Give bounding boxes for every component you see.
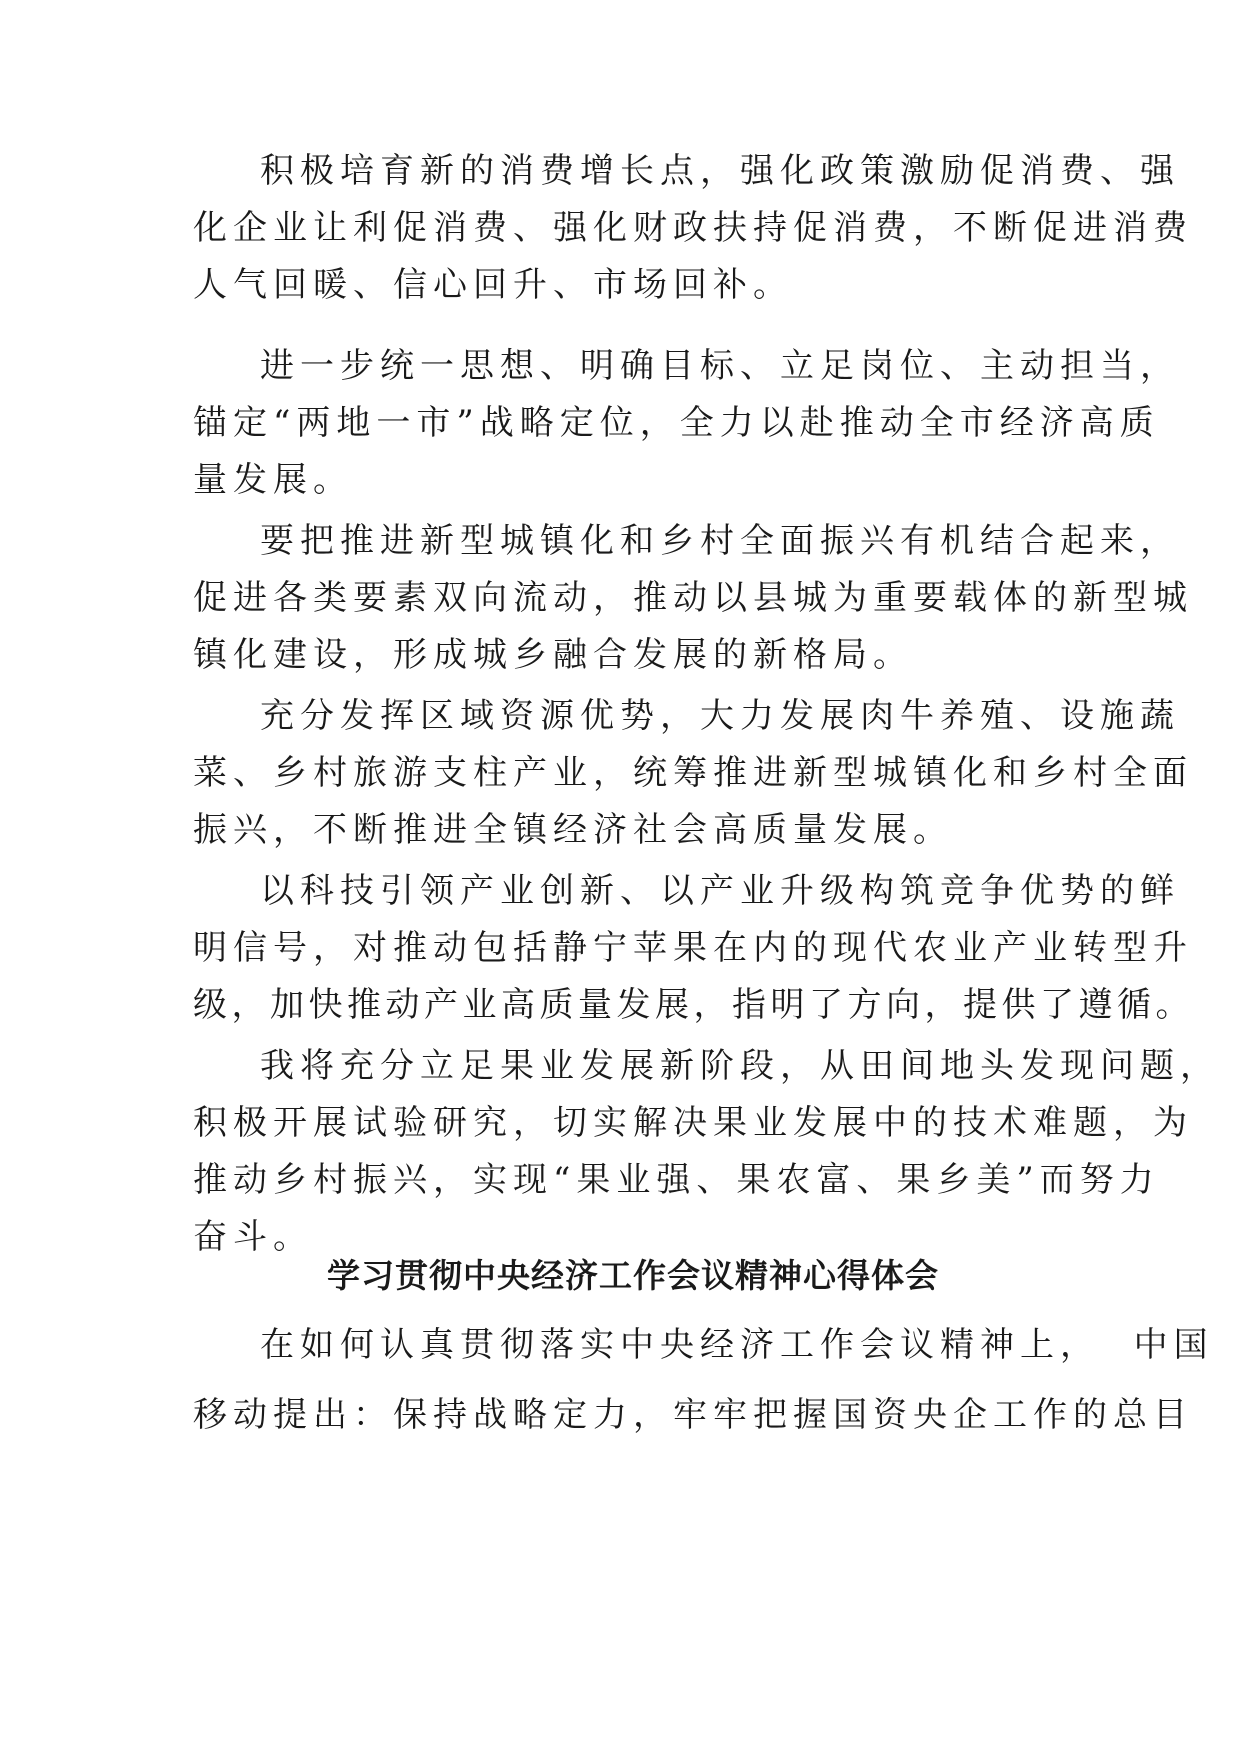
paragraph-line: 量发展。 [193, 460, 353, 500]
paragraph-line: 促进各类要素双向流动，推动以县城为重要载体的新型城 [193, 578, 1193, 618]
paragraph-5 [193, 863, 1194, 1033]
section-heading: 学习贯彻中央经济工作会议精神心得体会 [327, 1256, 939, 1295]
paragraph-line: 充分发挥区域资源优势，大力发展肉牛养殖、设施蔬 [260, 696, 1180, 736]
paragraph-1 [193, 143, 1193, 313]
paragraph-7 [193, 1317, 1214, 1457]
paragraph-line: 以科技引领产业创新、以产业升级构筑竞争优势的鲜 [260, 871, 1180, 911]
paragraph-line: 锚定“两地一市”战略定位，全力以赴推动全市经济高质 [193, 403, 1160, 443]
paragraph-line: 振兴，不断推进全镇经济社会高质量发展。 [193, 810, 953, 850]
paragraph-line: 级，加快推动产业高质量发展，指明了方向，提供了遵循。 [193, 985, 1194, 1025]
paragraph-4 [193, 688, 1193, 858]
paragraph-2 [193, 338, 1180, 508]
paragraph-line: 化企业让利促消费、强化财政扶持促消费，不断促进消费 [193, 208, 1193, 248]
paragraph-line: 奋斗。 [193, 1217, 313, 1257]
paragraph-line: 镇化建设，形成城乡融合发展的新格局。 [193, 635, 913, 675]
paragraph-3 [193, 513, 1193, 683]
paragraph-line: 菜、乡村旅游支柱产业，统筹推进新型城镇化和乡村全面 [193, 753, 1193, 793]
paragraph-line: 积极培育新的消费增长点，强化政策激励促消费、强 [260, 151, 1180, 191]
paragraph-line: 明信号，对推动包括静宁苹果在内的现代农业产业转型升 [193, 928, 1193, 968]
paragraph-line: 我将充分立足果业发展新阶段，从田间地头发现问题， [260, 1046, 1220, 1086]
paragraph-6 [193, 1038, 1220, 1266]
paragraph-line: 移动提出：保持战略定力，牢牢把握国资央企工作的总目 [193, 1395, 1193, 1435]
paragraph-line: 人气回暖、信心回升、市场回补。 [193, 265, 793, 305]
paragraph-line: 积极开展试验研究，切实解决果业发展中的技术难题，为 [193, 1103, 1193, 1143]
paragraph-line: 推动乡村振兴，实现“果业强、果农富、果乡美”而努力 [193, 1160, 1160, 1200]
paragraph-line: 在如何认真贯彻落实中央经济工作会议精神上， 中国 [260, 1325, 1214, 1365]
paragraph-line: 要把推进新型城镇化和乡村全面振兴有机结合起来， [260, 521, 1180, 561]
paragraph-line: 进一步统一思想、明确目标、立足岗位、主动担当， [260, 346, 1180, 386]
